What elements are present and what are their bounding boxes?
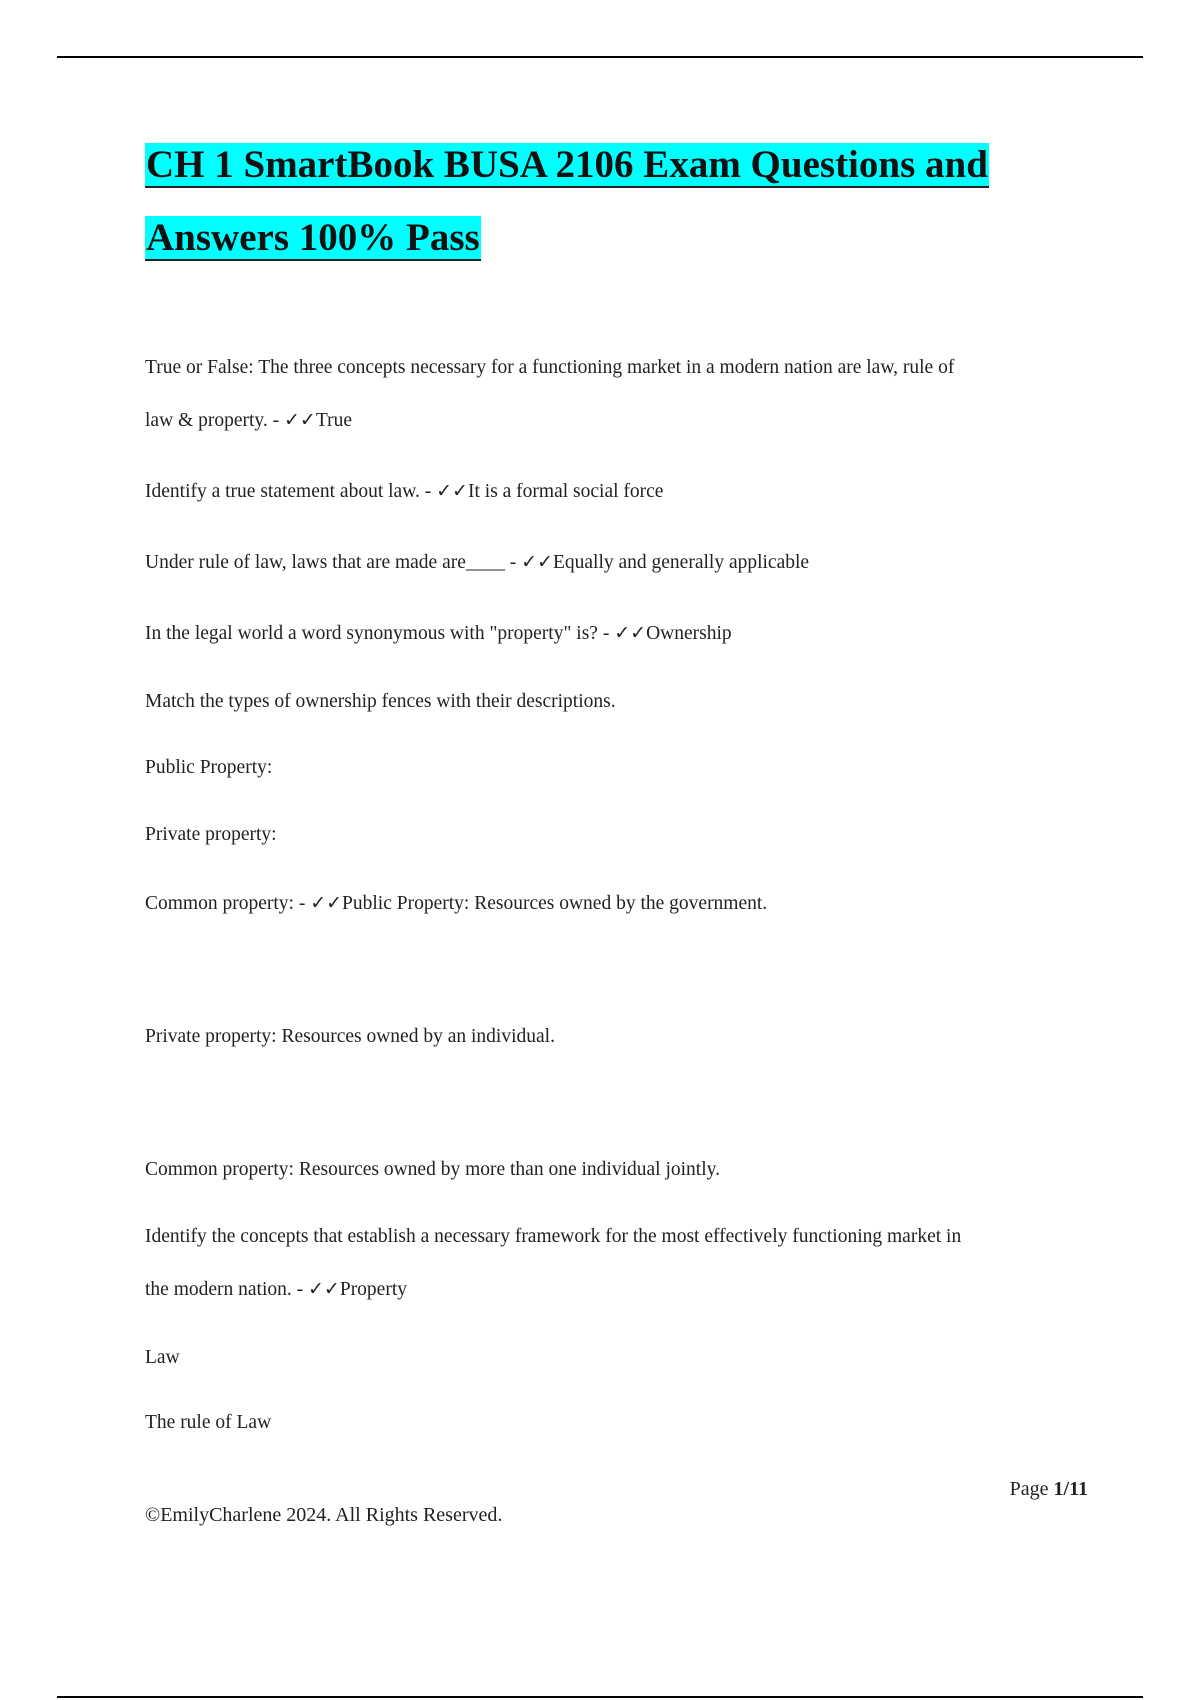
answer-5-public: Public Property: Resources owned by the government. (342, 893, 768, 914)
answer-4: Ownership (646, 623, 732, 644)
bottom-rule (57, 1696, 1143, 1698)
page-number-value: 1/11 (1053, 1478, 1088, 1500)
question-5-intro: Match the types of ownership fences with their descriptions. (145, 691, 616, 712)
answer-6-property: Property (339, 1279, 407, 1300)
answer-6-rule-of-law: The rule of Law (145, 1412, 272, 1433)
check-icon: ✓✓ (436, 480, 468, 502)
top-rule (57, 56, 1143, 58)
question-5-item-common: Common property: - ✓✓Public Property: Resources owned by the government. (145, 892, 768, 914)
answer-1: True (315, 410, 352, 431)
answer-5-common: Common property: Resources owned by more than one individual jointly. (145, 1159, 720, 1180)
question-2: Identify a true statement about law. - ✓✓It is a formal social force (145, 480, 664, 502)
question-3: Under rule of law, laws that are made are____ - ✓✓Equally and generally applicable (145, 551, 810, 573)
check-icon: ✓✓ (521, 551, 553, 573)
answer-2: It is a formal social force (467, 481, 664, 502)
question-5-item-private: Private property: (145, 824, 277, 845)
check-icon: ✓✓ (310, 892, 343, 914)
check-icon: ✓✓ (614, 622, 647, 644)
question-4: In the legal world a word synonymous with "property" is? - ✓✓Ownership (145, 622, 732, 644)
question-5-item-public: Public Property: (145, 757, 273, 778)
document-title (145, 128, 1105, 274)
title-line-1: CH 1 SmartBook BUSA 2106 Exam Questions and (146, 143, 988, 186)
copyright-footer: ©EmilyCharlene 2024. All Rights Reserved. (145, 1504, 503, 1526)
title-line-2: Answers 100% Pass (146, 216, 480, 259)
page-number: Page 1/11 (1009, 1478, 1088, 1500)
check-icon: ✓✓ (284, 409, 316, 431)
question-1-line-2: law & property. - ✓✓True (145, 409, 352, 431)
question-1-line-1: True or False: The three concepts necessary for a functioning market in a modern nation are law, rule of (145, 357, 955, 378)
question-6-line-1: Identify the concepts that establish a necessary framework for the most effectively functioning market in (145, 1226, 962, 1247)
answer-5-private: Private property: Resources owned by an individual. (145, 1026, 555, 1047)
check-icon: ✓✓ (308, 1278, 340, 1300)
answer-6-law: Law (145, 1347, 180, 1368)
question-6-line-2: the modern nation. - ✓✓Property (145, 1278, 407, 1300)
answer-3: Equally and generally applicable (552, 552, 810, 573)
